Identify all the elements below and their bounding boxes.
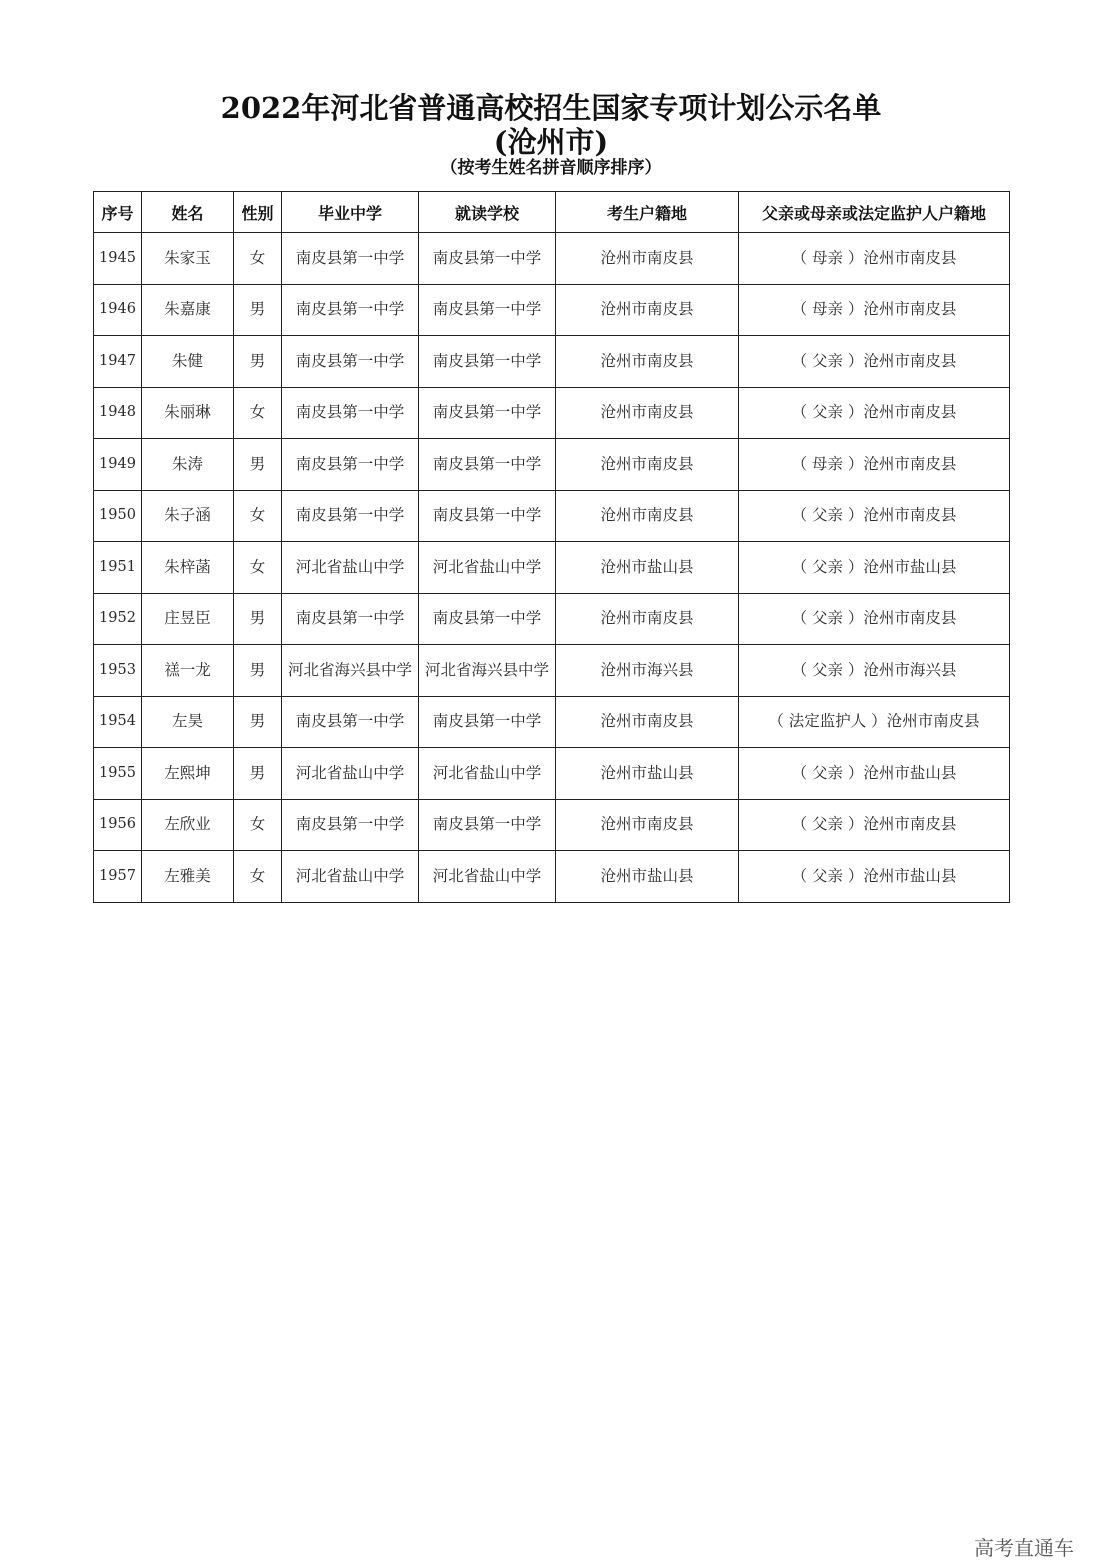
header-current-school: 就读学校 [419,192,556,233]
cell-grad-school: 河北省海兴县中学 [282,645,419,697]
table-row [94,799,1010,851]
cell-seq: 1956 [94,799,142,851]
header-name: 姓名 [142,192,234,233]
cell-name: 朱子涵 [142,490,234,542]
cell-gender: 女 [234,490,282,542]
cell-gender: 男 [234,284,282,336]
cell-grad-school: 河北省盐山中学 [282,748,419,800]
cell-guardian-hukou: （ 母亲 ）沧州市南皮县 [739,284,1010,336]
cell-seq: 1950 [94,490,142,542]
cell-hukou: 沧州市盐山县 [556,851,739,903]
cell-seq: 1953 [94,645,142,697]
cell-seq: 1954 [94,696,142,748]
cell-current-school: 南皮县第一中学 [419,593,556,645]
cell-current-school: 河北省海兴县中学 [419,645,556,697]
table-row [94,284,1010,336]
table-row [94,748,1010,800]
cell-guardian-hukou: （ 母亲 ）沧州市南皮县 [739,233,1010,285]
city-subtitle: (沧州市) [493,125,609,159]
cell-hukou: 沧州市盐山县 [556,542,739,594]
cell-hukou: 沧州市南皮县 [556,593,739,645]
watermark: 高考直通车 [974,1536,1074,1560]
cell-hukou: 沧州市南皮县 [556,284,739,336]
cell-guardian-hukou: （ 父亲 ）沧州市南皮县 [739,387,1010,439]
cell-gender: 男 [234,696,282,748]
header-guardian-hukou: 父亲或母亲或法定监护人户籍地 [739,192,1010,233]
cell-hukou: 沧州市南皮县 [556,799,739,851]
cell-grad-school: 南皮县第一中学 [282,490,419,542]
cell-current-school: 南皮县第一中学 [419,490,556,542]
cell-current-school: 南皮县第一中学 [419,696,556,748]
cell-name: 朱丽琳 [142,387,234,439]
cell-grad-school: 南皮县第一中学 [282,593,419,645]
cell-name: 朱嘉康 [142,284,234,336]
cell-grad-school: 南皮县第一中学 [282,439,419,491]
cell-guardian-hukou: （ 父亲 ）沧州市盐山县 [739,851,1010,903]
cell-name: 左欣业 [142,799,234,851]
cell-gender: 女 [234,542,282,594]
header-seq: 序号 [94,192,142,233]
table-row [94,336,1010,388]
roster-body [94,233,1010,903]
cell-name: 朱梓菡 [142,542,234,594]
cell-gender: 男 [234,439,282,491]
cell-hukou: 沧州市海兴县 [556,645,739,697]
cell-current-school: 南皮县第一中学 [419,439,556,491]
cell-current-school: 河北省盐山中学 [419,851,556,903]
cell-guardian-hukou: （ 父亲 ）沧州市南皮县 [739,490,1010,542]
cell-name: 朱健 [142,336,234,388]
cell-seq: 1947 [94,336,142,388]
cell-grad-school: 南皮县第一中学 [282,387,419,439]
cell-gender: 男 [234,336,282,388]
cell-gender: 女 [234,233,282,285]
cell-gender: 男 [234,645,282,697]
table-row [94,696,1010,748]
header-row [94,192,1010,233]
cell-seq: 1946 [94,284,142,336]
cell-grad-school: 河北省盐山中学 [282,542,419,594]
cell-hukou: 沧州市南皮县 [556,336,739,388]
table-row [94,645,1010,697]
cell-hukou: 沧州市南皮县 [556,439,739,491]
sort-note: （按考生姓名拼音顺序排序） [440,158,662,178]
cell-current-school: 南皮县第一中学 [419,336,556,388]
cell-seq: 1952 [94,593,142,645]
cell-gender: 男 [234,593,282,645]
cell-name: 禚一龙 [142,645,234,697]
cell-name: 朱涛 [142,439,234,491]
cell-seq: 1957 [94,851,142,903]
table-row [94,542,1010,594]
cell-gender: 女 [234,851,282,903]
cell-grad-school: 河北省盐山中学 [282,851,419,903]
cell-hukou: 沧州市南皮县 [556,490,739,542]
cell-name: 左昊 [142,696,234,748]
cell-grad-school: 南皮县第一中学 [282,284,419,336]
cell-current-school: 南皮县第一中学 [419,233,556,285]
cell-grad-school: 南皮县第一中学 [282,799,419,851]
cell-current-school: 南皮县第一中学 [419,799,556,851]
table-row [94,490,1010,542]
table-row [94,593,1010,645]
cell-grad-school: 南皮县第一中学 [282,696,419,748]
cell-gender: 女 [234,387,282,439]
cell-guardian-hukou: （ 父亲 ）沧州市盐山县 [739,542,1010,594]
table-row [94,439,1010,491]
cell-name: 左雅美 [142,851,234,903]
page-title: 2022年河北省普通高校招生国家专项计划公示名单 [220,91,882,125]
cell-current-school: 南皮县第一中学 [419,284,556,336]
cell-grad-school: 南皮县第一中学 [282,233,419,285]
cell-guardian-hukou: （ 母亲 ）沧州市南皮县 [739,439,1010,491]
cell-seq: 1951 [94,542,142,594]
cell-guardian-hukou: （ 父亲 ）沧州市南皮县 [739,336,1010,388]
cell-name: 朱家玉 [142,233,234,285]
header-grad-school: 毕业中学 [282,192,419,233]
table-row [94,233,1010,285]
cell-hukou: 沧州市南皮县 [556,233,739,285]
header-hukou: 考生户籍地 [556,192,739,233]
cell-name: 左熙坤 [142,748,234,800]
cell-guardian-hukou: （ 父亲 ）沧州市盐山县 [739,748,1010,800]
cell-gender: 男 [234,748,282,800]
cell-gender: 女 [234,799,282,851]
cell-seq: 1948 [94,387,142,439]
cell-hukou: 沧州市盐山县 [556,748,739,800]
cell-guardian-hukou: （ 法定监护人 ）沧州市南皮县 [739,696,1010,748]
cell-guardian-hukou: （ 父亲 ）沧州市南皮县 [739,799,1010,851]
cell-seq: 1949 [94,439,142,491]
cell-current-school: 河北省盐山中学 [419,748,556,800]
cell-current-school: 河北省盐山中学 [419,542,556,594]
roster-table [93,191,1010,903]
cell-guardian-hukou: （ 父亲 ）沧州市海兴县 [739,645,1010,697]
cell-current-school: 南皮县第一中学 [419,387,556,439]
cell-name: 庄昱臣 [142,593,234,645]
cell-hukou: 沧州市南皮县 [556,387,739,439]
cell-hukou: 沧州市南皮县 [556,696,739,748]
cell-seq: 1945 [94,233,142,285]
cell-guardian-hukou: （ 父亲 ）沧州市南皮县 [739,593,1010,645]
cell-seq: 1955 [94,748,142,800]
cell-grad-school: 南皮县第一中学 [282,336,419,388]
table-row [94,387,1010,439]
header-gender: 性别 [234,192,282,233]
table-row [94,851,1010,903]
